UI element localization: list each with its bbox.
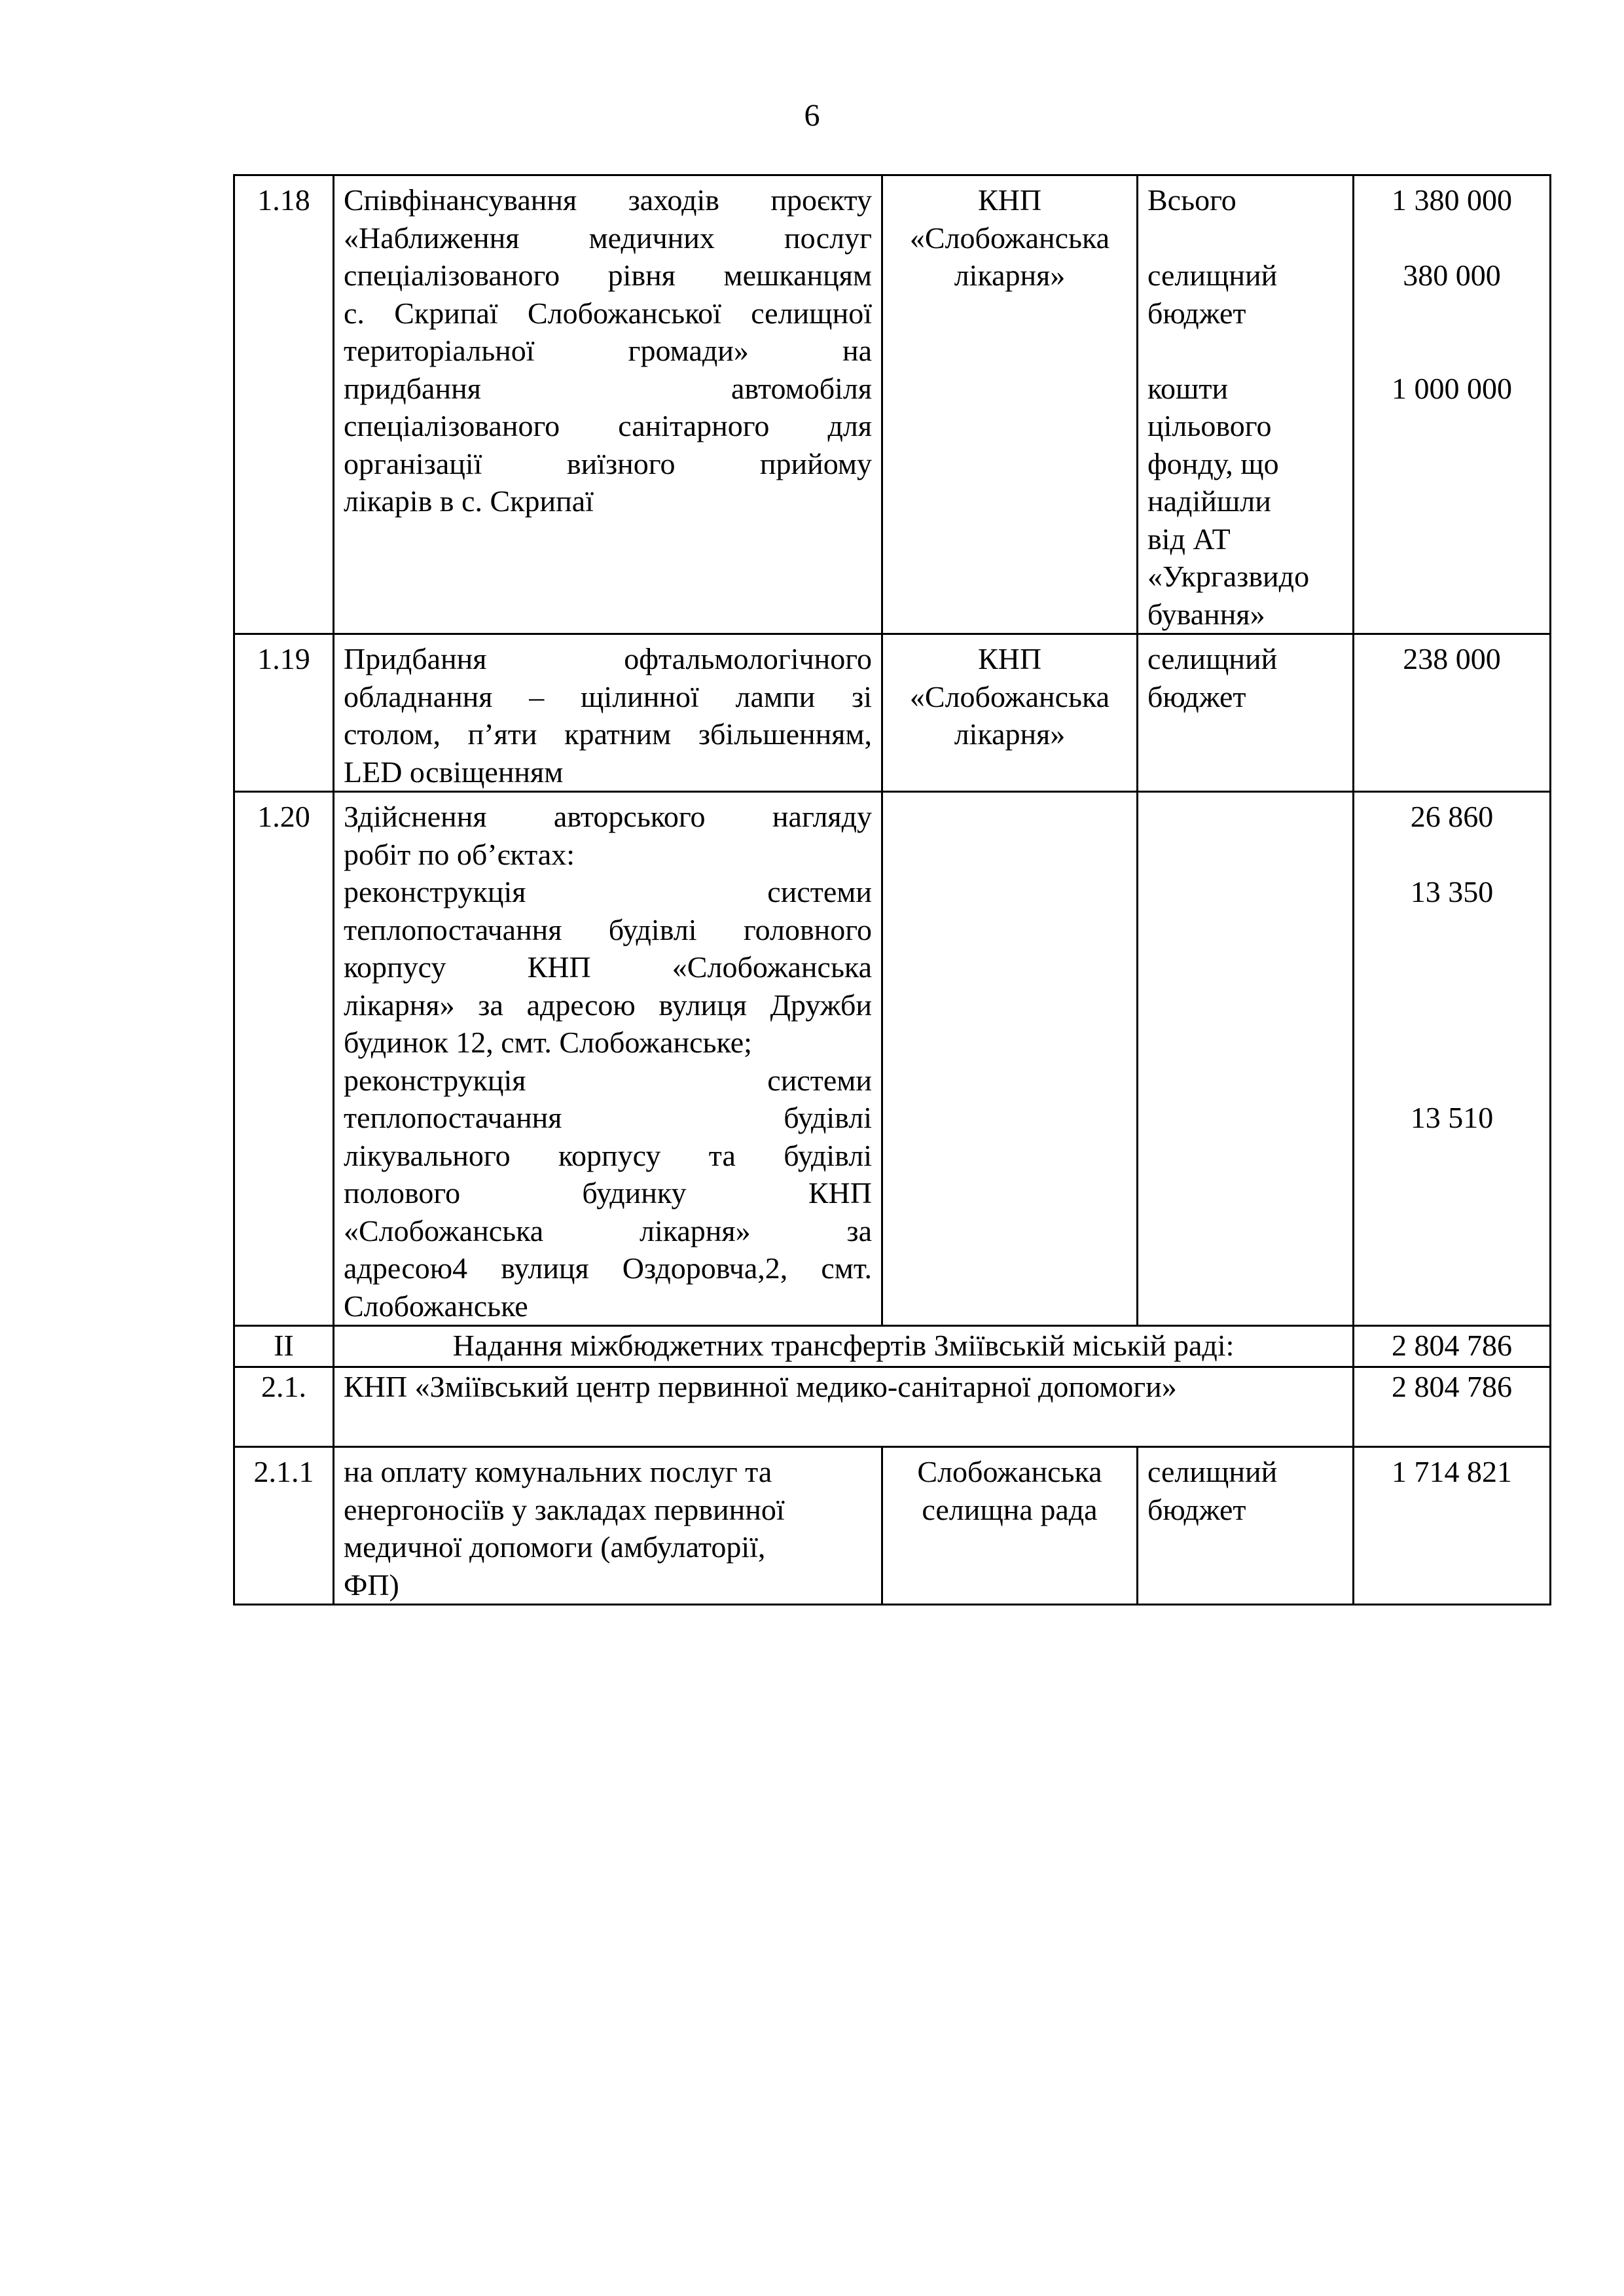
funding-source [1138, 792, 1354, 1326]
text-line: лікарня» за адресою вулиця Дружби [344, 988, 872, 1022]
text-line: Всього [1147, 183, 1236, 217]
text-line: лікарів в с. Скрипаї [344, 484, 594, 518]
text-line: адресою4 вулиця Оздоровча,2, смт. [344, 1251, 872, 1285]
text-line: від АТ [1147, 522, 1231, 556]
text-line: селищний [1147, 259, 1278, 292]
text-line: теплопостачання будівлі головного [344, 912, 872, 946]
text-line: обладнання – щілинної лампи зі [344, 679, 872, 713]
measure-description [334, 792, 882, 1326]
amount-item: 13 510 [1410, 1101, 1494, 1134]
text-line: «Наближення медичних послуг [344, 221, 872, 255]
text-line: Придбання офтальмологічного [344, 642, 872, 675]
amount-local-budget: 380 000 [1403, 259, 1501, 292]
amount: 2 804 786 [1354, 1367, 1551, 1447]
section-number: II [234, 1326, 334, 1367]
funding-source [1138, 634, 1354, 792]
text-line: лікувального корпусу та будівлі [344, 1138, 872, 1172]
text-line: фонду, що [1147, 446, 1279, 480]
text-line: кошти [1147, 371, 1229, 405]
text-line: цільового [1147, 409, 1272, 442]
spacer [1363, 219, 1540, 257]
spacer [1363, 986, 1540, 1024]
row-number: 2.1.1 [234, 1447, 334, 1605]
spacer [1363, 836, 1540, 874]
spacer [1363, 295, 1540, 332]
text-line: територіальної громади» на [344, 334, 872, 367]
section-row [234, 1326, 1551, 1367]
text-line: теплопостачання будівлі [344, 1101, 872, 1134]
text-line: реконструкція системи [344, 875, 872, 908]
funding-source [1138, 175, 1354, 634]
text-line: КНП [977, 183, 1042, 217]
text-line: «Слобожанська [909, 679, 1110, 713]
text-line: будинок 12, смт. Слобожанське; [344, 1026, 752, 1059]
text-line: реконструкція системи [344, 1063, 872, 1097]
text-line: придбання автомобіля [344, 371, 872, 405]
table-row [234, 175, 1551, 634]
text-line: «Слобожанська лікарня» за [344, 1213, 872, 1247]
table-row [234, 792, 1551, 1326]
spacer [1363, 332, 1540, 370]
spacer [1363, 1024, 1540, 1062]
text-line: ФП) [344, 1568, 399, 1602]
program-measures-table [233, 174, 1551, 1605]
text-line: Слобожанське [344, 1289, 528, 1323]
spacer [1363, 911, 1540, 949]
spacer [1363, 1062, 1540, 1100]
text-line: енергоносіїв у закладах первинної [344, 1492, 785, 1526]
measure-description: КНП «Зміївський центр первинної медико-санітарної допомоги» [334, 1367, 1354, 1447]
row-number: 2.1. [234, 1367, 334, 1447]
executor [882, 792, 1138, 1326]
measure-description [334, 634, 882, 792]
text-line: селищний [1147, 1455, 1278, 1488]
amount-total: 26 860 [1410, 800, 1494, 833]
text-line: бюджет [1147, 1492, 1246, 1526]
table-row [234, 1447, 1551, 1605]
amount: 2 804 786 [1354, 1326, 1551, 1367]
row-number: 1.18 [234, 175, 334, 634]
amount [1354, 792, 1551, 1326]
text-line: медичної допомоги (амбулаторії, [344, 1530, 766, 1564]
table-row [234, 1367, 1551, 1447]
text-line: КНП [977, 642, 1042, 675]
amount: 238 000 [1354, 634, 1551, 792]
text-line: «Укргазвидо [1147, 560, 1310, 593]
text-line: селищна рада [922, 1492, 1098, 1526]
row-number: 1.19 [234, 634, 334, 792]
funding-source [1138, 1447, 1354, 1605]
text-line: столом, п’яти кратним збільшенням, [344, 717, 872, 751]
executor [882, 1447, 1138, 1605]
measure-description [334, 175, 882, 634]
text-line: Здійснення авторського нагляду [344, 800, 872, 833]
text-line: спеціалізованого санітарного для [344, 409, 872, 442]
text-line: LED освіщенням [344, 755, 564, 789]
measure-description [334, 1447, 882, 1605]
text-line: на оплату комунальних послуг та [344, 1455, 772, 1488]
section-title: Надання міжбюджетних трансфертів Зміївській міській раді: [334, 1326, 1354, 1367]
text-line: «Слобожанська [909, 221, 1110, 255]
text-line: робіт по об’єктах: [344, 837, 575, 871]
text-line: бування» [1147, 597, 1265, 631]
spacer [1147, 332, 1343, 370]
text-line: корпусу КНП «Слобожанська [344, 950, 872, 984]
amount-item: 13 350 [1410, 875, 1494, 908]
spacer [1363, 948, 1540, 986]
executor [882, 634, 1138, 792]
amount: 1 714 821 [1354, 1447, 1551, 1605]
text-line: Співфінансування заходів проєкту [344, 183, 872, 217]
text-line: бюджет [1147, 296, 1246, 330]
amount-total: 1 380 000 [1392, 183, 1512, 217]
text-line: лікарня» [954, 717, 1066, 751]
text-line: організації виїзного прийому [344, 446, 872, 480]
table-row [234, 634, 1551, 792]
text-line: полового будинку КНП [344, 1176, 872, 1210]
text-line: лікарня» [954, 259, 1066, 292]
text-line: Слобожанська [917, 1455, 1102, 1488]
page-number: 6 [804, 98, 820, 133]
text-line: селищний [1147, 642, 1278, 675]
row-number: 1.20 [234, 792, 334, 1326]
text-line: бюджет [1147, 679, 1246, 713]
amount-target-fund: 1 000 000 [1392, 371, 1512, 405]
amount [1354, 175, 1551, 634]
text-line: надійшли [1147, 484, 1271, 518]
text-line: с. Скрипаї Слобожанської селищної [344, 296, 872, 330]
executor [882, 175, 1138, 634]
text-line: спеціалізованого рівня мешканцям [344, 259, 872, 292]
spacer [1147, 219, 1343, 257]
